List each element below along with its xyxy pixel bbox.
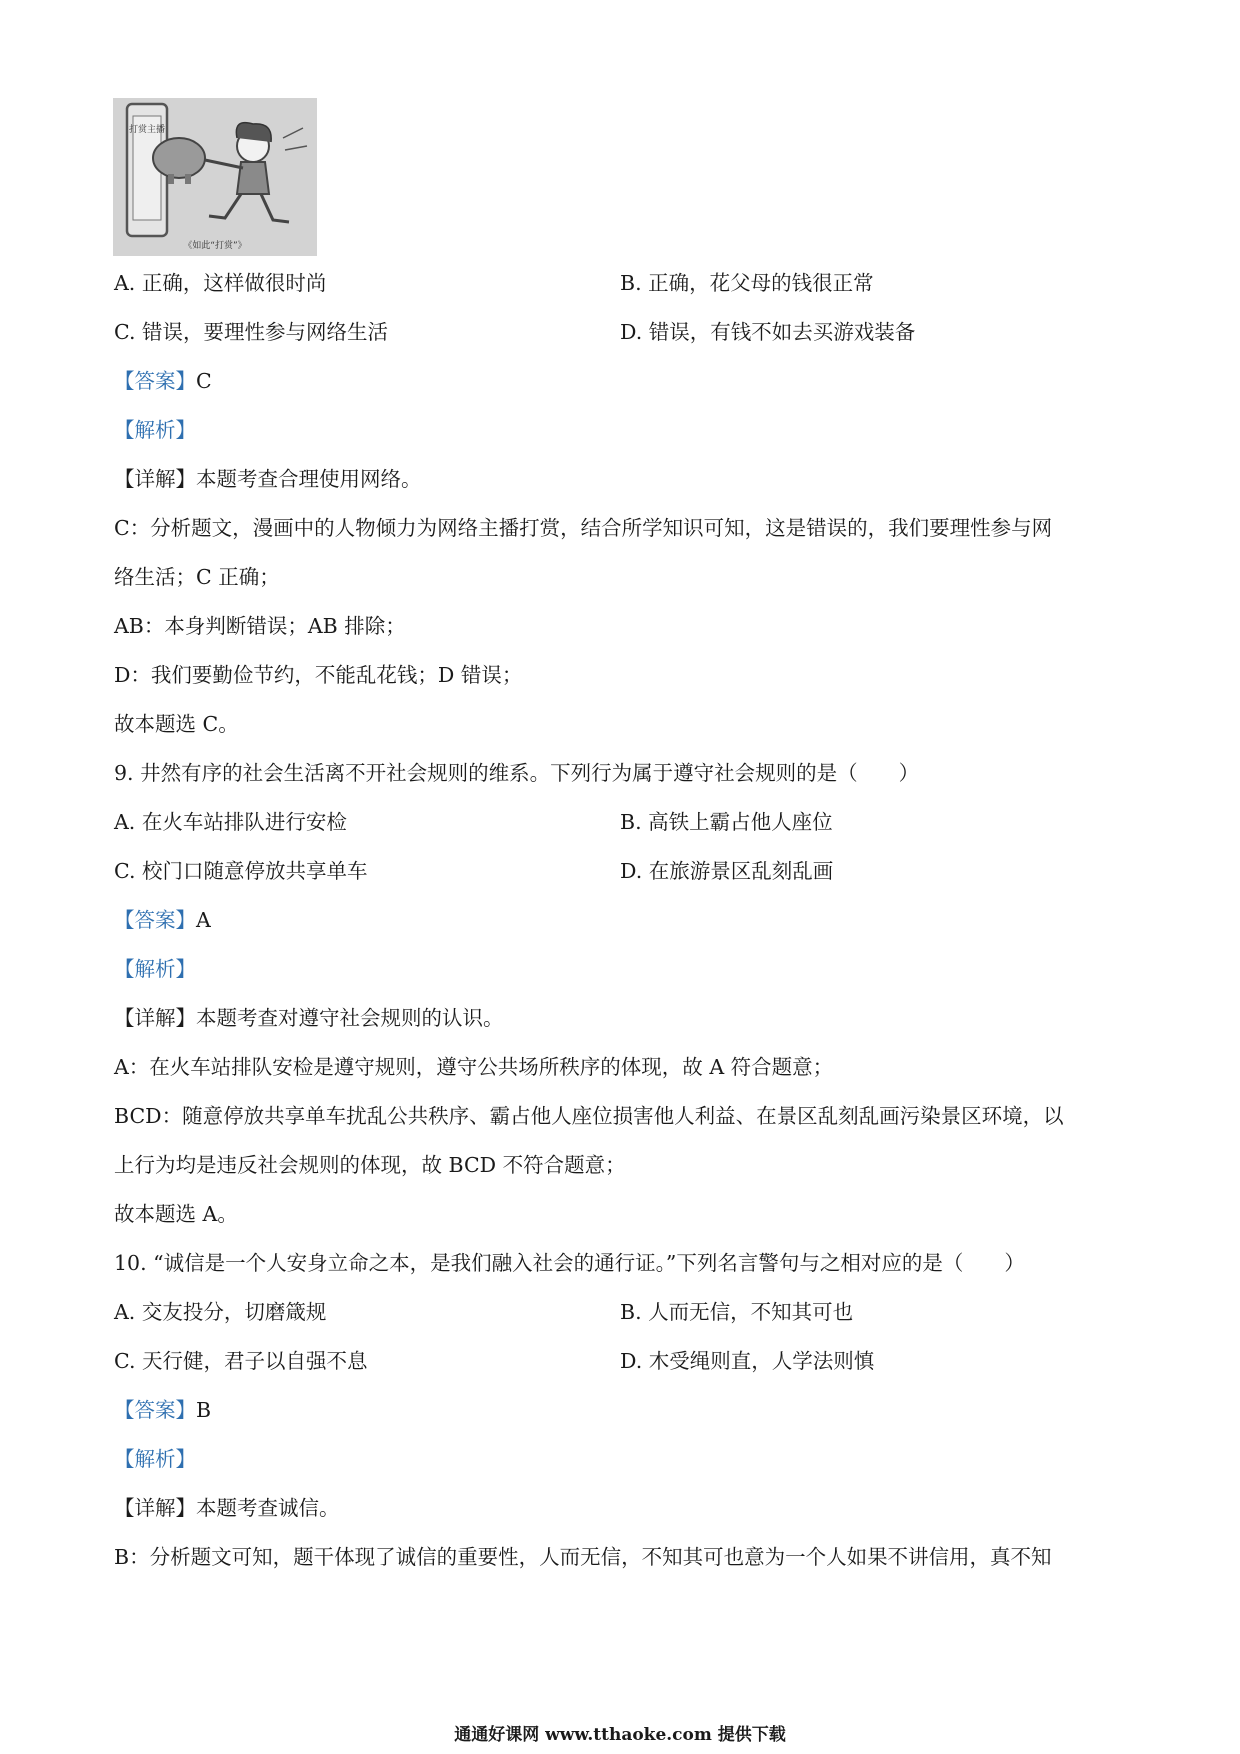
- q9-detail: [114, 1005, 504, 1031]
- q8-explanation-line: C：分析题文，漫画中的人物倾力为网络主播打赏，结合所学知识可知，这是错误的，我们要理性参与网: [114, 516, 1053, 540]
- detail-tag: 【详解】: [114, 467, 196, 491]
- answer-tag: 【答案】: [114, 908, 196, 932]
- q9-option-b: B. 高铁上霸占他人座位: [620, 810, 833, 834]
- q10-analysis-tag: 【解析】: [114, 1447, 196, 1471]
- q8-explanation-line: AB：本身判断错误；AB 排除；: [114, 614, 406, 638]
- detail-text: 本题考查对遵守社会规则的认识。: [196, 1006, 504, 1030]
- q8-explanation-line: 络生活；C 正确；: [114, 565, 280, 589]
- q10-option-b: B. 人而无信，不知其可也: [620, 1300, 854, 1324]
- q8-conclusion: 故本题选 C。: [114, 712, 239, 736]
- q9-answer: [114, 907, 211, 933]
- cartoon-drawing: [113, 98, 317, 256]
- q10-detail: [114, 1495, 340, 1521]
- q9-explanation-line: BCD：随意停放共享单车扰乱公共秩序、霸占他人座位损害他人利益、在景区乱刻乱画污染景区环境，以: [114, 1104, 1064, 1128]
- answer-value: B: [196, 1398, 212, 1422]
- q9-option-a: A. 在火车站排队进行安检: [114, 810, 347, 834]
- detail-tag: 【详解】: [114, 1496, 196, 1520]
- page-footer: 通通好课网 www.tthaoke.com 提供下载: [454, 1725, 786, 1745]
- answer-value: C: [196, 369, 212, 393]
- q8-option-d: D. 错误，有钱不如去买游戏装备: [620, 320, 916, 344]
- detail-text: 本题考查诚信。: [196, 1496, 340, 1520]
- phone-sign-text: 打赏主播: [128, 125, 166, 135]
- q10-option-a: A. 交友投分，切磨箴规: [114, 1300, 327, 1324]
- q9-option-c: C. 校门口随意停放共享单车: [114, 859, 368, 883]
- q8-detail: [114, 466, 422, 492]
- q8-option-c: C. 错误，要理性参与网络生活: [114, 320, 388, 344]
- q8-option-b: B. 正确，花父母的钱很正常: [620, 271, 874, 295]
- answer-value: A: [196, 908, 211, 932]
- q9-option-d: D. 在旅游景区乱刻乱画: [620, 859, 834, 883]
- answer-tag: 【答案】: [114, 369, 196, 393]
- q10-option-d: D. 木受绳则直，人学法则慎: [620, 1349, 875, 1373]
- q8-option-a: A. 正确，这样做很时尚: [114, 271, 327, 295]
- cartoon-image: [113, 98, 317, 256]
- q10-explanation-line: B：分析题文可知，题干体现了诚信的重要性，人而无信，不知其可也意为一个人如果不讲信用，真不知: [114, 1545, 1052, 1569]
- q9-explanation-line: A：在火车站排队安检是遵守规则，遵守公共场所秩序的体现，故 A 符合题意；: [114, 1055, 834, 1079]
- answer-tag: 【答案】: [114, 1398, 196, 1422]
- q8-answer: [114, 368, 212, 394]
- detail-text: 本题考查合理使用网络。: [196, 467, 422, 491]
- q9-stem: 9. 井然有序的社会生活离不开社会规则的维系。下列行为属于遵守社会规则的是（ ）: [114, 761, 920, 785]
- q10-answer: [114, 1397, 211, 1423]
- q8-explanation-line: D：我们要勤俭节约，不能乱花钱；D 错误；: [114, 663, 523, 687]
- q9-explanation-line: 上行为均是违反社会规则的体现，故 BCD 不符合题意；: [114, 1153, 626, 1177]
- q9-conclusion: 故本题选 A。: [114, 1202, 238, 1226]
- q10-option-c: C. 天行健，君子以自强不息: [114, 1349, 368, 1373]
- detail-tag: 【详解】: [114, 1006, 196, 1030]
- q10-stem: 10. “诚信是一个人安身立命之本，是我们融入社会的通行证。”下列名言警句与之相对应的是（ ）: [114, 1251, 1025, 1275]
- cartoon-caption: 《如此“打赏”》: [183, 241, 247, 251]
- q8-analysis-tag: 【解析】: [114, 418, 196, 442]
- q9-analysis-tag: 【解析】: [114, 957, 196, 981]
